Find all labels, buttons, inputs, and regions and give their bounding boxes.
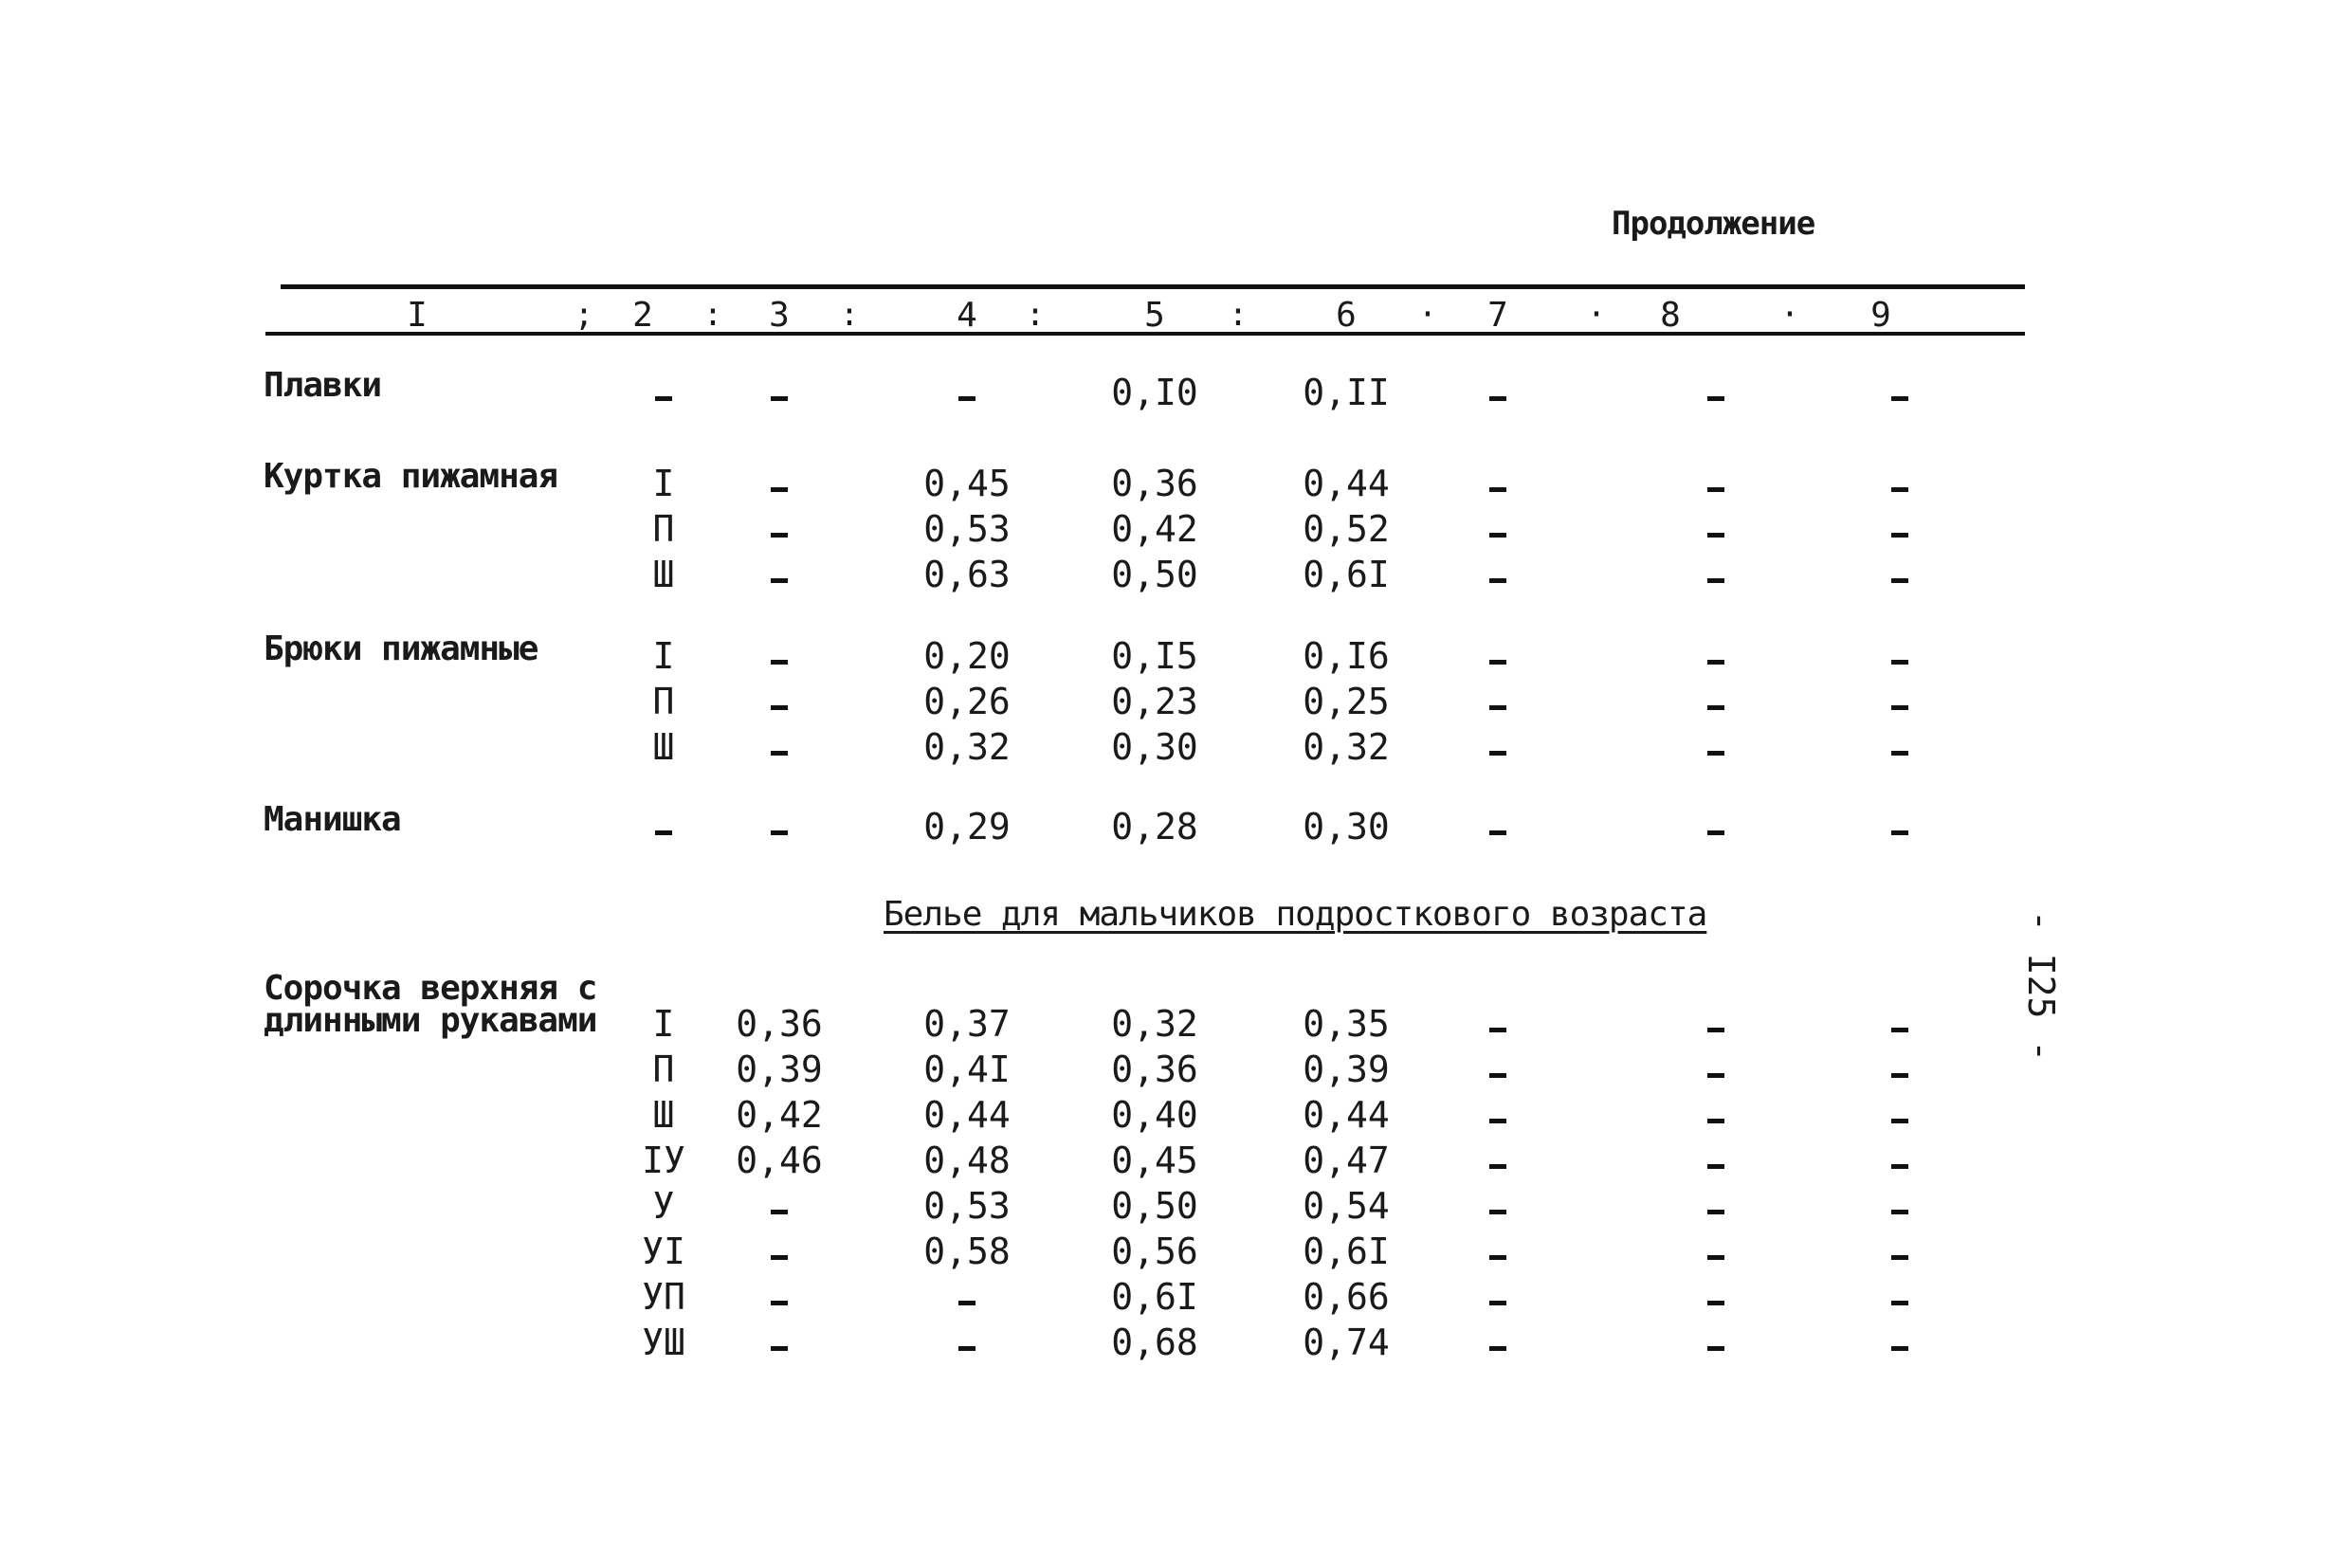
dash-cell [771,1301,788,1305]
value-cell: 0,23 [1111,681,1198,722]
value-cell: 0,42 [736,1094,823,1136]
dash-cell [1707,533,1724,538]
column-separator: : [702,296,723,334]
continuation-label: Продолжение [1612,205,1815,243]
dash-cell [1707,396,1724,401]
dash-cell [1891,487,1908,492]
value-cell: 0,32 [1303,726,1390,768]
dash-cell [1489,487,1506,492]
dash-cell [1891,660,1908,665]
dash-cell [1489,751,1506,756]
dash-cell [1707,487,1724,492]
size-cell: У [652,1185,675,1227]
dash-cell [1891,533,1908,538]
value-cell: 0,44 [1303,1094,1390,1136]
column-header-8: 8 [1660,296,1681,335]
value-cell: 0,56 [1111,1231,1198,1272]
size-cell: I [652,1003,675,1045]
dash-cell [1707,1028,1724,1032]
value-cell: 0,35 [1303,1003,1390,1045]
dash-cell [1891,578,1908,583]
value-cell: 0,50 [1111,554,1198,595]
value-cell: 0,I0 [1111,372,1198,413]
value-cell: 0,39 [736,1048,823,1090]
value-cell: 0,I5 [1111,635,1198,677]
dash-cell [1891,396,1908,401]
size-cell: П [652,1048,675,1090]
dash-cell [1891,1346,1908,1351]
table-top-rule [281,284,2025,289]
size-cell: УП [642,1276,685,1318]
column-separator: · [1417,296,1438,334]
value-cell: 0,36 [1111,463,1198,504]
dash-cell [1489,1119,1506,1123]
value-cell: 0,68 [1111,1322,1198,1363]
dash-cell [1891,1164,1908,1169]
value-cell: 0,46 [736,1140,823,1181]
value-cell: 0,40 [1111,1094,1198,1136]
dash-cell [1891,1255,1908,1260]
size-cell: УI [642,1231,685,1272]
column-separator: · [1586,296,1607,334]
column-header-7: 7 [1487,296,1508,335]
dash-cell [1707,660,1724,665]
dash-cell [1489,396,1506,401]
size-cell: IУ [642,1140,685,1181]
dash-cell [771,705,788,710]
value-cell: 0,II [1303,372,1390,413]
dash-cell [1489,1164,1506,1169]
value-cell: 0,66 [1303,1276,1390,1318]
dash-cell [1707,1073,1724,1078]
dash-cell [1707,1210,1724,1214]
dash-cell [958,1346,975,1351]
value-cell: 0,36 [736,1003,823,1045]
size-cell: УШ [642,1322,685,1363]
dash-cell [1707,1255,1724,1260]
value-cell: 0,26 [923,681,1011,722]
value-cell: 0,44 [1303,463,1390,504]
dash-cell [1489,1301,1506,1305]
dash-cell [771,660,788,665]
value-cell: 0,37 [923,1003,1011,1045]
dash-cell [1707,1301,1724,1305]
dash-cell [1489,705,1506,710]
dash-cell [1891,1073,1908,1078]
value-cell: 0,30 [1111,726,1198,768]
value-cell: 0,53 [923,1185,1011,1227]
dash-cell [1489,1028,1506,1032]
dash-cell [1489,660,1506,665]
dash-cell [771,578,788,583]
column-header-1: I [407,296,428,335]
dash-cell [1489,1346,1506,1351]
column-header-4: 4 [957,296,977,335]
dash-cell [771,1210,788,1214]
value-cell: 0,54 [1303,1185,1390,1227]
column-separator: : [1228,296,1249,334]
page-number: - I25 - [2020,910,2062,1063]
value-cell: 0,58 [923,1231,1011,1272]
dash-cell [655,396,672,401]
dash-cell [1489,830,1506,835]
dash-cell [771,533,788,538]
value-cell: 0,39 [1303,1048,1390,1090]
size-cell: Ш [652,554,675,595]
value-cell: 0,48 [923,1140,1011,1181]
dash-cell [771,1346,788,1351]
value-cell: 0,47 [1303,1140,1390,1181]
dash-cell [1707,1346,1724,1351]
value-cell: 0,50 [1111,1185,1198,1227]
value-cell: 0,28 [1111,806,1198,848]
dash-cell [1707,1119,1724,1123]
dash-cell [1891,751,1908,756]
dash-cell [958,396,975,401]
value-cell: 0,6I [1303,1231,1390,1272]
value-cell: 0,20 [923,635,1011,677]
dash-cell [771,751,788,756]
value-cell: 0,44 [923,1094,1011,1136]
value-cell: 0,52 [1303,508,1390,550]
column-separator: : [1025,296,1046,334]
row-item-name: Брюки пижамные [264,629,538,668]
dash-cell [1707,578,1724,583]
dash-cell [1707,1164,1724,1169]
dash-cell [1891,1119,1908,1123]
dash-cell [1707,751,1724,756]
dash-cell [1489,1073,1506,1078]
column-header-9: 9 [1870,296,1891,335]
value-cell: 0,42 [1111,508,1198,550]
value-cell: 0,32 [1111,1003,1198,1045]
column-header-2: 2 [632,296,653,335]
value-cell: 0,30 [1303,806,1390,848]
dash-cell [771,396,788,401]
column-separator: · [1779,296,1800,334]
column-separator: : [839,296,860,334]
dash-cell [1891,1210,1908,1214]
value-cell: 0,6I [1303,554,1390,595]
dash-cell [771,487,788,492]
dash-cell [1891,830,1908,835]
size-cell: Ш [652,1094,675,1136]
value-cell: 0,25 [1303,681,1390,722]
size-cell: I [652,635,675,677]
column-header-3: 3 [769,296,790,335]
value-cell: 0,I6 [1303,635,1390,677]
value-cell: 0,36 [1111,1048,1198,1090]
column-separator: ; [574,296,594,334]
dash-cell [1489,1210,1506,1214]
size-cell: I [652,463,675,504]
value-cell: 0,45 [1111,1140,1198,1181]
dash-cell [1891,705,1908,710]
value-cell: 0,4I [923,1048,1011,1090]
dash-cell [1489,1255,1506,1260]
value-cell: 0,53 [923,508,1011,550]
row-item-name: Куртка пижамная [264,457,558,496]
value-cell: 0,6I [1111,1276,1198,1318]
column-header-6: 6 [1336,296,1357,335]
dash-cell [655,830,672,835]
dash-cell [1707,705,1724,710]
dash-cell [1707,830,1724,835]
value-cell: 0,74 [1303,1322,1390,1363]
value-cell: 0,32 [923,726,1011,768]
dash-cell [1891,1301,1908,1305]
size-cell: П [652,508,675,550]
dash-cell [1489,578,1506,583]
dash-cell [771,830,788,835]
column-header-5: 5 [1144,296,1165,335]
dash-cell [1891,1028,1908,1032]
row-item-name: Сорочка верхняя с длинными рукавами [264,969,597,1040]
size-cell: П [652,681,675,722]
value-cell: 0,45 [923,463,1011,504]
value-cell: 0,29 [923,806,1011,848]
row-item-name: Плавки [264,366,382,405]
row-item-name: Манишка [264,800,401,839]
value-cell: 0,63 [923,554,1011,595]
size-cell: Ш [652,726,675,768]
dash-cell [1489,533,1506,538]
section-title: Белье для мальчиков подросткового возраста [884,895,1707,934]
dash-cell [958,1301,975,1305]
dash-cell [771,1255,788,1260]
